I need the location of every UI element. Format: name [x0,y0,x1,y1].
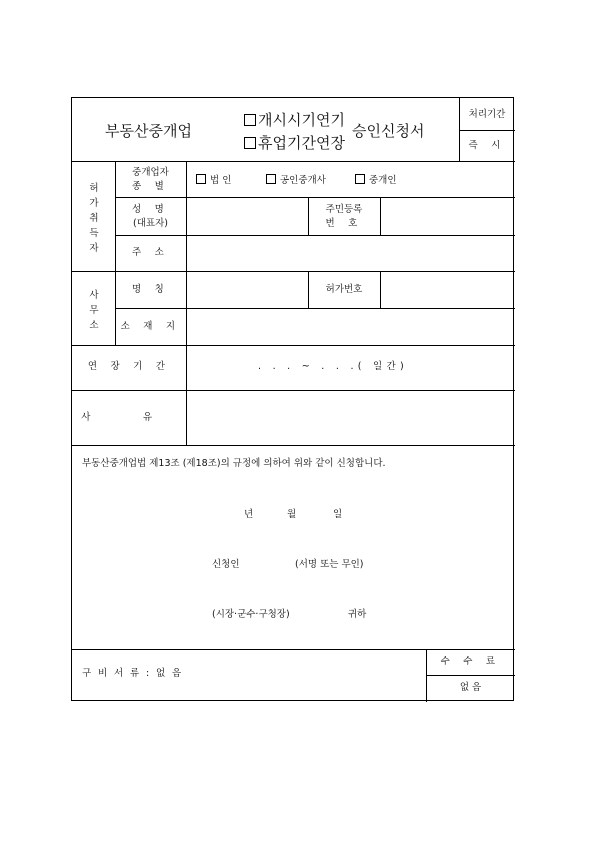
office-name-label: 명 칭 [131,284,170,295]
type-option-broker[interactable] [355,174,397,187]
checkbox-icon [196,174,206,184]
processing-period-value: 즉 시 [468,140,506,151]
type-option-corporation[interactable] [196,174,231,187]
option-label: 공인중개사 [280,175,326,186]
extension-period-value[interactable]: . . . ~ . . .( 일간) [258,361,408,372]
broker-type-label-2: 종 별 [131,181,170,192]
checkbox-icon [244,114,256,126]
option-open-label: 개시시기연기 [258,111,345,129]
resident-no-label-2: 번 호 [325,218,363,229]
required-documents: 구 비 서 류 : 없 음 [82,668,184,679]
checkbox-icon [266,174,276,184]
extension-period-label: 연 장 기 간 [87,361,171,372]
signature-label: (서명 또는 무인) [295,559,364,570]
applicant-label: 신청인 [212,559,240,570]
application-form [71,97,514,701]
reason-label: 사 유 [81,412,177,423]
broker-type-label-1: 중개업자 [132,167,169,178]
name-label: 성 명 [131,204,170,215]
form-title-suffix: 승인신청서 [352,122,425,140]
option-label: 법 인 [210,175,232,186]
declaration-statement: 부동산중개업법 제13조 (제18조)의 규정에 의하여 위와 같이 신청합니다. [82,458,386,469]
option-closure-extend[interactable] [244,134,345,152]
location-field[interactable] [191,311,511,342]
representative-label: (대표자) [133,218,168,229]
resident-no-field[interactable] [384,200,510,232]
fee-value: 없 음 [459,682,482,693]
option-label: 중개인 [369,175,397,186]
reason-field[interactable] [191,394,511,442]
resident-no-label-1: 주민등록 [325,204,363,215]
address-field[interactable] [191,239,511,269]
option-close-label: 휴업기간연장 [258,134,345,152]
date-month-label: 월 [287,509,297,520]
name-field[interactable] [191,200,303,232]
processing-period-label: 처리기간 [468,109,506,120]
office-name-field[interactable] [191,274,303,305]
permit-holder-section-label: 허가취득자 [89,183,99,254]
date-year-label: 년 [244,509,254,520]
type-option-licensed-agent[interactable] [266,174,326,187]
checkbox-icon [244,137,256,149]
recipient-label: (시장·군수·구청장) [212,609,290,620]
form-title: 부동산중개업 [105,122,192,140]
office-section-label: 사무소 [89,290,99,331]
location-label: 소 재 지 [120,321,181,332]
fee-label: 수 수 료 [440,656,501,667]
honorific-label: 귀하 [348,609,367,620]
address-label: 주 소 [131,247,170,258]
permit-no-label: 허가번호 [325,284,363,295]
checkbox-icon [355,174,365,184]
date-day-label: 일 [333,509,343,520]
permit-no-field[interactable] [384,274,510,305]
option-open-postpone[interactable] [244,111,345,129]
